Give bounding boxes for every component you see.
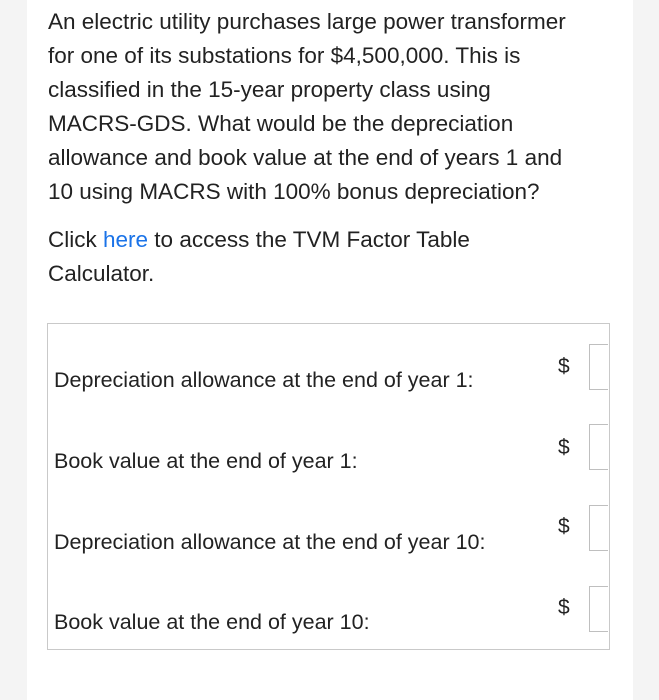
question-line: MACRS-GDS. What would be the depreciation bbox=[48, 111, 514, 136]
question-line: for one of its substations for $4,500,000. This is bbox=[48, 43, 521, 68]
tvm-suffix: to access the TVM Factor Table bbox=[148, 227, 470, 252]
dollar-sign: $ bbox=[558, 515, 570, 538]
depreciation-year10-input[interactable] bbox=[589, 505, 608, 551]
depreciation-year10-label: Depreciation allowance at the end of year 10: bbox=[54, 530, 486, 554]
dollar-sign: $ bbox=[558, 596, 570, 619]
depreciation-year1-input[interactable] bbox=[589, 344, 608, 390]
tvm-table-link[interactable]: here bbox=[103, 227, 149, 252]
dollar-sign: $ bbox=[558, 355, 570, 378]
question-line: classified in the 15-year property class using bbox=[48, 77, 491, 102]
tvm-instructions bbox=[48, 223, 548, 291]
answer-panel bbox=[47, 323, 610, 650]
book-value-year10-label: Book value at the end of year 10: bbox=[54, 610, 370, 634]
depreciation-year1-label: Depreciation allowance at the end of year 1: bbox=[54, 368, 474, 392]
question-line: An electric utility purchases large power transformer bbox=[48, 9, 566, 34]
book-value-year10-input[interactable] bbox=[589, 586, 608, 632]
tvm-prefix: Click bbox=[48, 227, 103, 252]
question-line: allowance and book value at the end of years 1 and bbox=[48, 145, 563, 170]
book-value-year1-input[interactable] bbox=[589, 424, 608, 470]
question-text bbox=[48, 5, 623, 209]
dollar-sign: $ bbox=[558, 436, 570, 459]
question-line: 10 using MACRS with 100% bonus depreciation? bbox=[48, 179, 540, 204]
book-value-year1-label: Book value at the end of year 1: bbox=[54, 449, 358, 473]
tvm-suffix-line2: Calculator. bbox=[48, 261, 155, 286]
